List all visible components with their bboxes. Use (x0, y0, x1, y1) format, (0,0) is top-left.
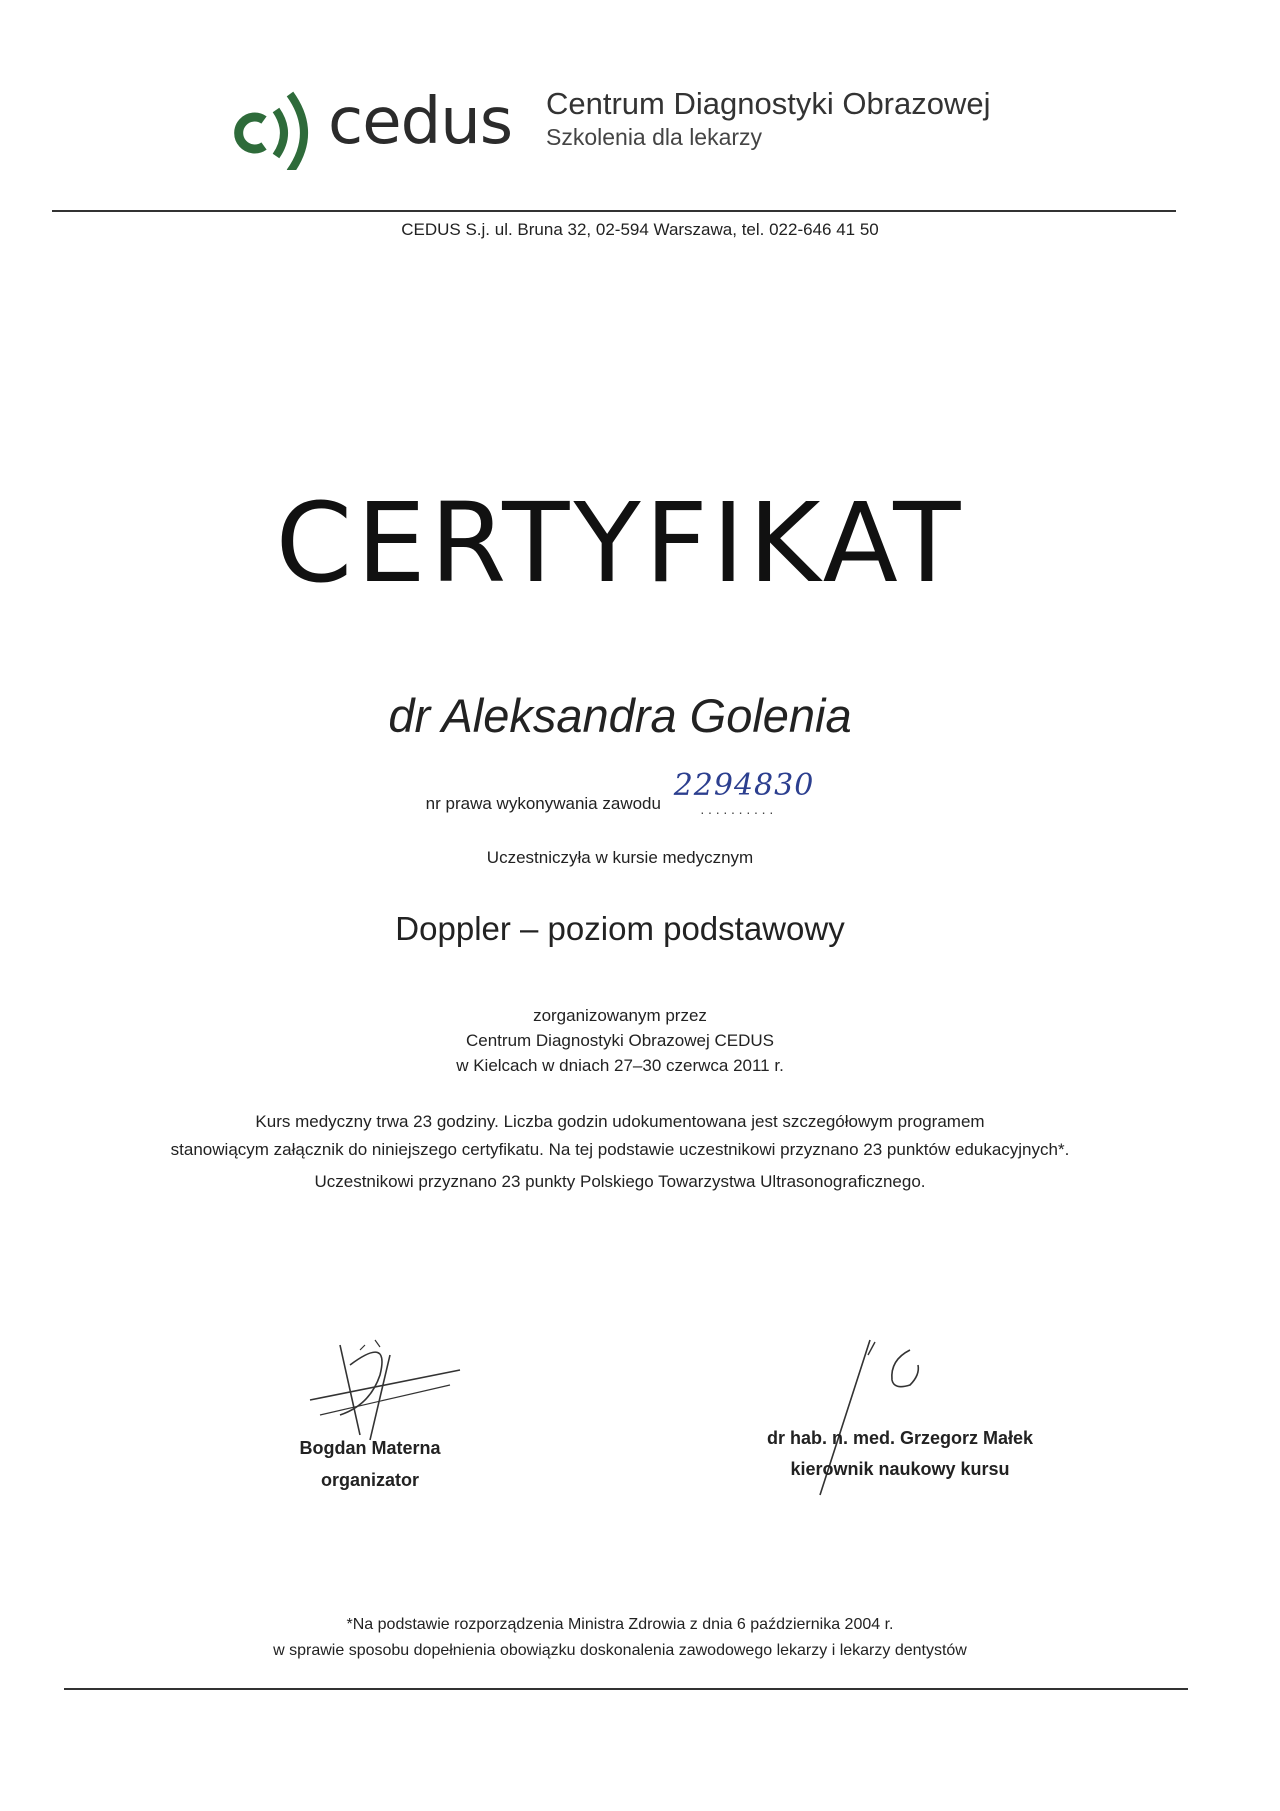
cedus-logo-mark-icon (220, 80, 330, 170)
cedus-logo (220, 80, 520, 170)
scientific-director-name: dr hab. n. med. Grzegorz Małek (766, 1428, 1034, 1448)
certificate-title: CERTYFIKAT (275, 479, 965, 607)
ptu-points-text: Uczestnikowi przyznano 23 punkty Polskiego Towarzystwa Ultrasonograficznego. (314, 1172, 926, 1191)
org-address: CEDUS S.j. ul. Bruna 32, 02-594 Warszawa, tel. 022-646 41 50 (401, 220, 879, 239)
org-name: Centrum Diagnostyki Obrazowej (546, 86, 991, 121)
organizer-name: Bogdan Materna (299, 1438, 441, 1458)
footnote-line-1: *Na podstawie rozporządzenia Ministra Zdrowia z dnia 6 października 2004 r. (346, 1616, 894, 1633)
licence-label: nr prawa wykonywania zawodu (425, 794, 661, 813)
licence-dotted-line: ·········· (700, 804, 777, 820)
recipient-name: dr Aleksandra Golenia (388, 689, 852, 742)
scientific-director-role: kierownik naukowy kursu (790, 1459, 1010, 1479)
organiser-block (0, 1003, 1240, 1078)
header-divider (52, 210, 1176, 212)
signature-left-icon (300, 1325, 470, 1445)
logo-wordmark: cedus (328, 85, 513, 159)
participation-text: Uczestniczyła w kursie medycznym (486, 848, 754, 867)
duration-block (0, 1108, 1240, 1164)
footer-divider (64, 1688, 1188, 1690)
footnote-line-2: w sprawie sposobu dopełnienia obowiązku doskonalenia zawodowego lekarzy i lekarzy dentystów (273, 1642, 967, 1659)
organised-line-1: zorganizowanym przez (533, 1006, 707, 1025)
duration-line-2: stanowiącym załącznik do niniejszego certyfikatu. Na tej podstawie uczestnikowi przyznano 23 punktów edukacyjnych*. (170, 1140, 1070, 1159)
legal-footnote (0, 1612, 1240, 1664)
course-name: Doppler – poziom podstawowy (395, 910, 845, 947)
organised-line-3: w Kielcach w dniach 27–30 czerwca 2011 r. (456, 1056, 784, 1075)
organizer-role: organizator (320, 1470, 419, 1490)
licence-number: 2294830 (673, 768, 815, 803)
licence-row (0, 768, 1240, 817)
org-subtitle: Szkolenia dla lekarzy (546, 124, 763, 150)
duration-line-1: Kurs medyczny trwa 23 godziny. Liczba godzin udokumentowana jest szczegółowym programem (255, 1112, 985, 1131)
organised-line-2: Centrum Diagnostyki Obrazowej CEDUS (466, 1031, 774, 1050)
